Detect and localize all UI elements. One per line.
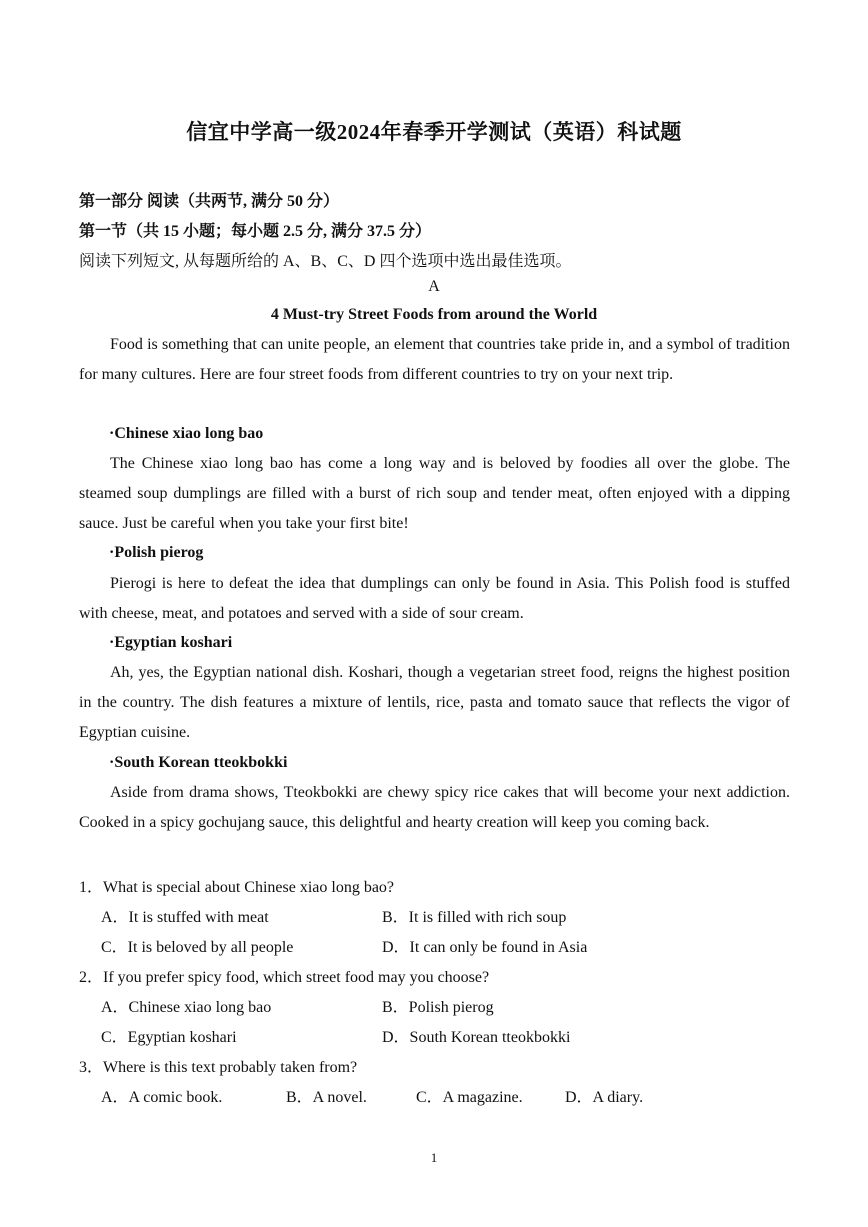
section-heading-pierog: ·Polish pierog <box>109 544 204 561</box>
section-heading-koshari: ·Egyptian koshari <box>109 634 233 651</box>
question-stem: 2．If you prefer spicy food, which street food may you choose? <box>79 969 490 986</box>
passage-label: A <box>428 278 440 295</box>
section-heading: 第一节（共 15 小题；每小题 2.5 分, 满分 37.5 分） <box>79 223 432 240</box>
question-option: D．South Korean tteokbokki <box>382 1029 571 1046</box>
section-text-pierog: Pierogi is here to defeat the idea that dumplings can only be found in Asia. This Polish food is stuffed with cheese, meat, and potatoes and served with a side of sour cream. <box>79 575 790 622</box>
question-option: B．A novel. <box>286 1089 367 1106</box>
question-option: A．A comic book. <box>101 1089 223 1106</box>
page-number: 1 <box>430 1150 438 1165</box>
question-option: C．It is beloved by all people <box>101 939 294 956</box>
question-stem: 1．What is special about Chinese xiao long bao? <box>79 879 395 896</box>
question-option: B．It is filled with rich soup <box>382 909 567 926</box>
section-text-xiao-long-bao: The Chinese xiao long bao has come a long way and is beloved by foodies all over the globe. The steamed soup dumplings are filled with a burst of rich soup and tender meat, often enjoyed with a dipping sauce. Just be careful when you take your first bite! <box>79 455 790 532</box>
passage-intro: Food is something that can unite people, an element that countries take pride in, and a symbol of tradition for many cultures. Here are four street foods from different countries to try on your next trip. <box>79 336 790 383</box>
section-text-koshari: Ah, yes, the Egyptian national dish. Koshari, though a vegetarian street food, reigns the highest position in the country. The dish features a mixture of lentils, rice, pasta and tomato sauce that reflects the vigor of Egyptian cuisine. <box>79 664 790 741</box>
question-option: D．It can only be found in Asia <box>382 939 588 956</box>
section-heading-xiao-long-bao: ·Chinese xiao long bao <box>109 425 264 442</box>
passage-title: 4 Must-try Street Foods from around the World <box>270 306 598 323</box>
question-option: A．Chinese xiao long bao <box>101 999 272 1016</box>
question-option: C．A magazine. <box>416 1089 523 1106</box>
exam-title: 信宜中学高一级2024年春季开学测试（英语）科试题 <box>186 120 682 144</box>
question-option: C．Egyptian koshari <box>101 1029 237 1046</box>
section-heading-tteokbokki: ·South Korean tteokbokki <box>109 754 288 771</box>
section-text-tteokbokki: Aside from drama shows, Tteokbokki are chewy spicy rice cakes that will become your next addiction. Cooked in a spicy gochujang sauce, this delightful and hearty creation will keep you coming back. <box>79 784 790 831</box>
instructions: 阅读下列短文, 从每题所给的 A、B、C、D 四个选项中选出最佳选项。 <box>79 253 572 270</box>
question-stem: 3．Where is this text probably taken from? <box>79 1059 358 1076</box>
part-heading: 第一部分 阅读（共两节, 满分 50 分） <box>79 193 340 210</box>
question-option: D．A diary. <box>565 1089 644 1106</box>
question-option: A．It is stuffed with meat <box>101 909 269 926</box>
question-option: B．Polish pierog <box>382 999 494 1016</box>
